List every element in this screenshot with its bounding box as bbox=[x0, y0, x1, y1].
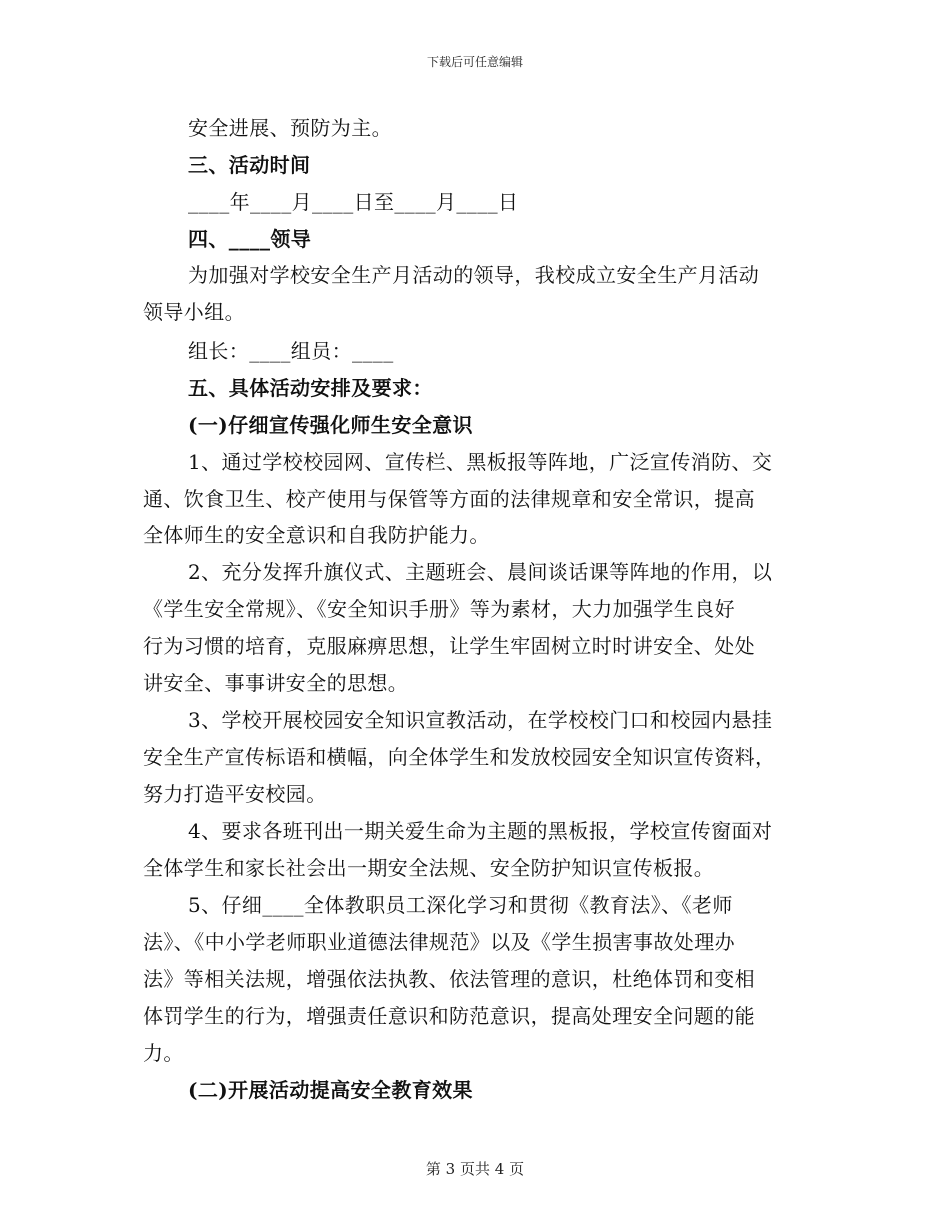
body-line: 法》等相关法规，增强依法执教、依法管理的意识，杜绝体罚和变相 bbox=[143, 967, 755, 991]
body-line: 为加强对学校安全生产月活动的领导，我校成立安全生产月活动 bbox=[188, 263, 760, 287]
body-line: 《学生安全常规》、《安全知识手册》等为素材，大力加强学生良好 bbox=[143, 597, 735, 621]
body-line: 安全进展、预防为主。 bbox=[188, 116, 392, 140]
body-line: 通、饮食卫生、校产使用与保管等方面的法律规章和安全常识，提高 bbox=[143, 487, 755, 511]
page-footer: 第 3 页共 4 页 bbox=[425, 1160, 525, 1178]
subsection-heading: (一)仔细宣传强化师生安全意识 bbox=[188, 413, 473, 437]
body-line: 5、仔细____全体教职员工深化学习和贯彻《教育法》、《老师 bbox=[188, 893, 733, 917]
body-line: 安全生产宣传标语和横幅，向全体学生和发放校园安全知识宣传资料， bbox=[143, 745, 776, 769]
body-line: 1、通过学校校园网、宣传栏、黑板报等阵地，广泛宣传消防、交 bbox=[188, 450, 773, 474]
body-line: 讲安全、事事讲安全的思想。 bbox=[143, 671, 409, 695]
body-line: 2、充分发挥升旗仪式、主题班会、晨间谈话课等阵地的作用，以 bbox=[188, 560, 773, 584]
section-heading: 五、具体活动安排及要求： bbox=[188, 376, 433, 400]
section-heading: 三、活动时间 bbox=[188, 153, 311, 177]
body-line: 全体学生和家长社会出一期安全法规、安全防护知识宣传板报。 bbox=[143, 856, 715, 880]
body-line: 领导小组。 bbox=[143, 300, 245, 324]
body-line: 行为习惯的培育，克服麻痹思想，让学生牢固树立时时讲安全、处处 bbox=[143, 634, 755, 658]
body-line: 法》、《中小学老师职业道德法律规范》以及《学生损害事故处理办 bbox=[143, 930, 735, 954]
body-line: 力。 bbox=[143, 1041, 184, 1065]
section-heading: 四、____领导 bbox=[188, 227, 312, 251]
body-line: 3、学校开展校园安全知识宣教活动，在学校校门口和校园内悬挂 bbox=[188, 708, 773, 732]
body-line: 4、要求各班刊出一期关爱生命为主题的黑板报，学校宣传窗面对 bbox=[188, 819, 773, 843]
subsection-heading: (二)开展活动提高安全教育效果 bbox=[188, 1078, 473, 1102]
body-line: 全体师生的安全意识和自我防护能力。 bbox=[143, 523, 490, 547]
body-line: ____年____月____日至____月____日 bbox=[188, 190, 519, 214]
body-line: 努力打造平安校园。 bbox=[143, 782, 327, 806]
page-header: 下载后可任意编辑 bbox=[426, 55, 523, 69]
body-line: 体罚学生的行为，增强责任意识和防范意识，提高处理安全问题的能 bbox=[143, 1004, 755, 1028]
body-line: 组长：____组员：____ bbox=[188, 339, 394, 363]
